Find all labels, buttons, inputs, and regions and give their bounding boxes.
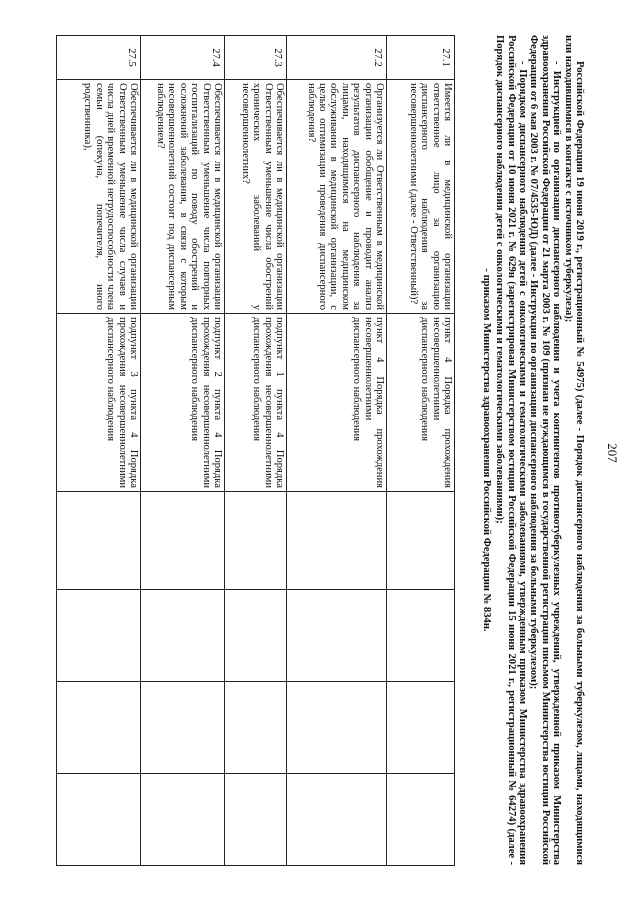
basis-cell: пункт 4 Порядка прохождения несовершеннолетними диспансерного наблюдения	[387, 314, 455, 492]
row-number: 27.5	[57, 36, 141, 80]
intro-block	[455, 35, 585, 865]
basis-cell: подпункт 2 пункта 4 Порядка прохождения несовершеннолетними диспансерного наблюдения	[141, 314, 225, 492]
answer-cell	[141, 590, 225, 682]
answer-cell	[225, 682, 287, 774]
answer-cell	[57, 774, 141, 866]
table-row	[387, 36, 455, 866]
question-cell: Имеется ли в медицинской организации ответственное лицо за организацию диспансерного наблюдения за несовершеннолетними (далее - Ответственный)?	[387, 80, 455, 314]
answer-cell	[57, 590, 141, 682]
question-cell: Организуется ли Ответственным в медицинской организации обобщение и проводит анализ результатов диспансерного наблюдения за лицами, находящимися на медицинском обслуживании в медицинской организации, с целью оптимизации проведения диспансерного наблюдения?	[287, 80, 387, 314]
table-row	[141, 36, 225, 866]
intro-paragraph: - Инструкцией по организации диспансерного наблюдения и учета контингентов противотуберкулезных учреждений, утвержденной приказом Министерства здравоохранения Российской Федерации от 21 марта 2003 г. № 109 (признан не нуждающимся в государственной регистрации письмом Министерства юстиции Российской Федерации от 6 мая 2003 г. № 07/4535-ЮД) (далее - Инструкция по организации диспансерного наблюдения за больными туберкулезом);	[528, 35, 563, 865]
answer-cell	[387, 590, 455, 682]
answer-cell	[141, 492, 225, 590]
answer-cell	[57, 682, 141, 774]
answer-cell	[387, 492, 455, 590]
intro-heading: - приказом Министерства здравоохранения Российской Федерации № 834н.	[480, 268, 492, 632]
intro-paragraph: - Порядком диспансерного наблюдения детей с онкологическими и гематологическими заболеваниями, утвержденным приказом Министерства здравоохранения Российской Федерации от 10 июня 2021 г. № 629н (зарегистрирован Министерством юстиции Российской Федерации 15 июня 2021 г., регистрационный № 64274) (далее - Порядок диспансерного наблюдения детей с онкологическими и гематологическими заболеваниями);	[494, 35, 528, 865]
answer-cell	[225, 492, 287, 590]
basis-cell: подпункт 3 пункта 4 Порядка прохождения несовершеннолетними диспансерного наблюдения	[57, 314, 141, 492]
table-row	[225, 36, 287, 866]
answer-cell	[387, 774, 455, 866]
question-cell: Обеспечивается ли в медицинской организации Ответственным уменьшение числа повторных госпитализаций по поводу обострений и осложнений заболевания, в связи с которым несовершеннолетний состоит под диспансерным наблюдением?	[141, 80, 225, 314]
row-number: 27.4	[141, 36, 225, 80]
answer-cell	[287, 590, 387, 682]
basis-cell: пункт 4 Порядка прохождения несовершеннолетними диспансерного наблюдения	[287, 314, 387, 492]
table-row	[287, 36, 387, 866]
answer-cell	[287, 774, 387, 866]
question-cell: Обеспечивается ли в медицинской организации Ответственным уменьшение числа обострений хронических заболеваний у несовершеннолетних?	[225, 80, 287, 314]
question-cell: Обеспечивается ли в медицинской организации Ответственным уменьшение числа случаев и числа дней временной нетрудоспособности члена семьи (опекуна, попечителя, иного родственника),	[57, 80, 141, 314]
basis-cell: подпункт 1 пункта 4 Порядка прохождения несовершеннолетними диспансерного наблюдения	[225, 314, 287, 492]
document-sheet	[57, 35, 585, 865]
intro-paragraph: Российской Федерации 19 июня 2019 г., регистрационный № 54975) (далее - Порядок диспансерного наблюдения за больными туберкулезом, лицами, находящимися или находившимися в контакте с источником туберкулеза);	[562, 35, 585, 865]
answer-cell	[141, 682, 225, 774]
row-number: 27.3	[225, 36, 287, 80]
page-number: 207	[604, 443, 620, 463]
answer-cell	[57, 492, 141, 590]
answer-cell	[141, 774, 225, 866]
table-row	[57, 36, 141, 866]
answer-cell	[225, 590, 287, 682]
answer-cell	[287, 682, 387, 774]
row-number: 27.1	[387, 36, 455, 80]
row-number: 27.2	[287, 36, 387, 80]
answer-cell	[387, 682, 455, 774]
answer-cell	[225, 774, 287, 866]
checklist-table	[56, 35, 455, 866]
answer-cell	[287, 492, 387, 590]
